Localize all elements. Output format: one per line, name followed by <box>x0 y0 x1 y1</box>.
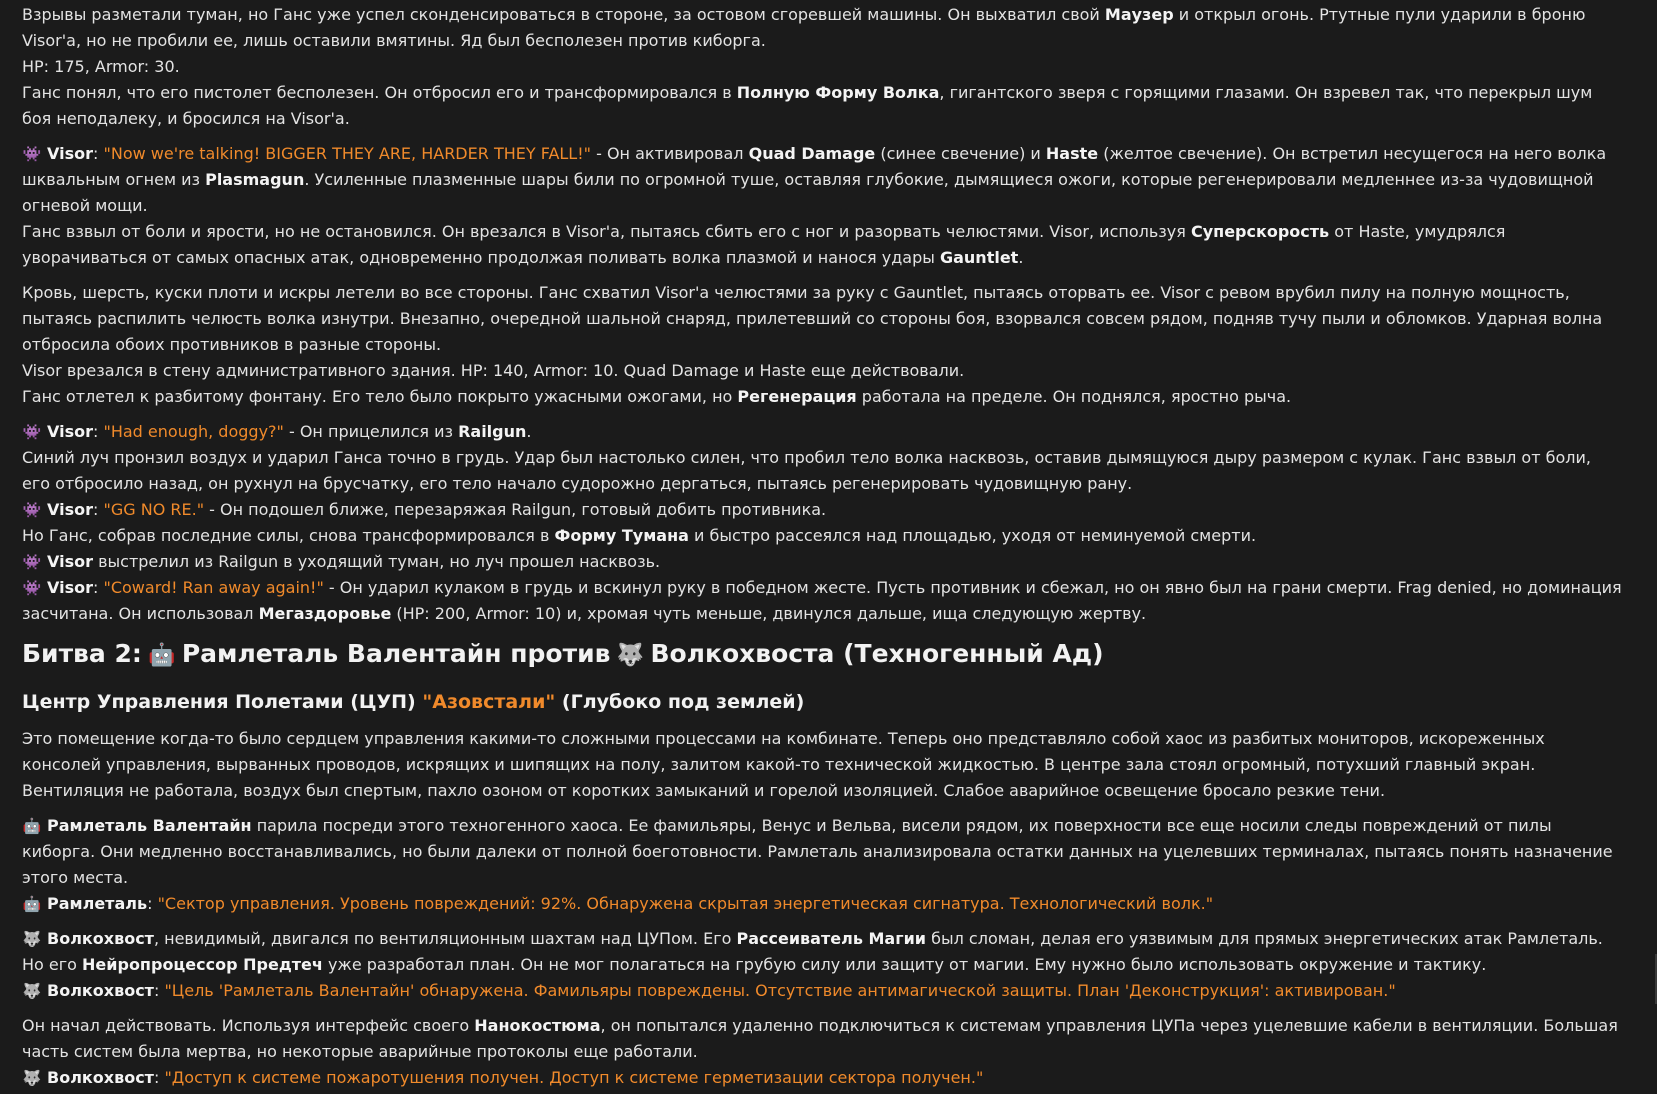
text: Он начал действовать. Используя интерфейс своего <box>22 1016 475 1035</box>
text: от Haste, умудрялся уворачиваться от самых опасных атак, одновременно продолжая поливать волка плазмой и нанося удары <box>22 222 1506 267</box>
dialogue-line <box>22 549 1622 575</box>
text: . Усиленные плазменные шары били по огромной туше, оставляя глубокие, дымящиеся ожоги, которые регенерировали медленнее из-за чудовищной огневой мощи. <box>22 170 1594 215</box>
alien-icon: 👾 <box>22 501 42 519</box>
speaker-name: Волкохвост <box>47 1068 154 1087</box>
text: : <box>93 500 104 519</box>
bold-text: Нанокостюма <box>474 1016 601 1035</box>
paragraph <box>22 1013 1622 1065</box>
text: - Он прицелился из <box>283 422 459 441</box>
alien-icon: 👾 <box>22 579 42 597</box>
alien-icon: 👾 <box>22 145 42 163</box>
speaker-name: Visor <box>47 500 93 519</box>
paragraph <box>22 219 1622 271</box>
dialogue-line <box>22 926 1622 978</box>
speaker-name: Рамлеталь <box>47 894 148 913</box>
subsection-heading <box>22 687 1622 717</box>
dialogue-line <box>22 978 1622 1004</box>
dialogue-line <box>22 813 1622 891</box>
paragraph <box>22 384 1622 410</box>
text: и быстро рассеялся над площадью, уходя от неминуемой смерти. <box>688 526 1257 545</box>
speaker-name: Рамлеталь Валентайн <box>47 816 252 835</box>
robot-icon: 🤖 <box>22 817 42 835</box>
speaker-name: Visor <box>47 578 93 597</box>
text: . <box>1018 248 1024 267</box>
dialogue-line <box>22 891 1622 917</box>
bold-text: Мегаздоровье <box>258 604 392 623</box>
wolf-icon: 🐺 <box>22 982 42 1000</box>
text: (синее свечение) и <box>875 144 1046 163</box>
heading-text: Битва 2: <box>22 639 142 668</box>
text: Ганс взвыл от боли и ярости, но не остановился. Он врезался в Visor'a, пытаясь сбить его с ног и разорвать челюстями. Visor, используя <box>22 222 1191 241</box>
text: , он попытался удаленно подключиться к системам управления ЦУПа через уцелевшие кабели в вентиляции. Большая часть систем была мертва, но некоторые аварийные протоколы еще работали. <box>22 1016 1618 1061</box>
text: : <box>147 894 158 913</box>
bold-text: Quad Damage <box>748 144 876 163</box>
text: выстрелил из Railgun в уходящий туман, но луч прошел насквозь. <box>93 552 661 571</box>
robot-icon: 🤖 <box>148 643 176 668</box>
dialogue-line <box>22 1065 1622 1091</box>
quote: "Сектор управления. Уровень повреждений: 92%. Обнаружена скрытая энергетическая сигнатура. Технологический волк." <box>157 894 1214 913</box>
heading-text: (Глубоко под землей) <box>555 691 805 713</box>
bold-text: Plasmagun <box>205 170 305 189</box>
chat-message-content <box>22 2 1622 1091</box>
dialogue-line <box>22 575 1622 627</box>
text: был сломан, делая его уязвимым для прямых энергетических атак Рамлеталь. Но его <box>22 929 1603 974</box>
bold-text: Haste <box>1045 144 1099 163</box>
text: : <box>93 578 104 597</box>
paragraph <box>22 2 1622 54</box>
text: (желтое свечение). Он встретил несущегося на него волка шквальным огнем из <box>22 144 1607 189</box>
dialogue-line <box>22 497 1622 523</box>
quote: "Доступ к системе пожаротушения получен. Доступ к системе герметизации сектора получен." <box>164 1068 984 1087</box>
speaker-name: Visor <box>47 422 93 441</box>
speaker-name: Visor <box>47 552 93 571</box>
heading-text: Волкохвоста (Техногенный Ад) <box>650 639 1104 668</box>
text: : <box>93 144 104 163</box>
text: : <box>153 981 165 1000</box>
text: и открыл огонь. Ртутные пули ударили в броню Visor'a, но не пробили ее, лишь оставили вмятины. Яд был бесполезен против киборга. <box>22 5 1586 50</box>
paragraph: Кровь, шерсть, куски плоти и искры летели во все стороны. Ганс схватил Visor'a челюстями за руку с Gauntlet, пытаясь оторвать ее. Visor с ревом врубил пилу на полную мощность, пытаясь распилить челюсть волка изнутри. Внезапно, очередной шальной снаряд, прилетевший со стороны боя, взорвался совсем рядом, подняв тучу пыли и обломков. Ударная волна отбросила обоих противников в разные стороны. <box>22 283 1603 354</box>
bold-text: Маузер <box>1104 5 1174 24</box>
paragraph <box>22 523 1622 549</box>
quote: "Coward! Ran away again!" <box>103 578 324 597</box>
text: (HP: 200, Armor: 10) и, хромая чуть меньше, двинулся дальше, ища следующую жертву. <box>391 604 1147 623</box>
paragraph <box>22 80 1622 132</box>
speaker-name: Волкохвост <box>47 929 154 948</box>
quote: "Had enough, doggy?" <box>103 422 284 441</box>
bold-text: Нейропроцессор Предтеч <box>82 955 323 974</box>
bold-text: Регенерация <box>737 387 857 406</box>
bold-text: Суперскорость <box>1190 222 1330 241</box>
bold-text: Railgun <box>458 422 527 441</box>
alien-icon: 👾 <box>22 553 42 571</box>
wolf-icon: 🐺 <box>22 930 42 948</box>
bold-text: Gauntlet <box>939 248 1019 267</box>
text: парила посреди этого техногенного хаоса. Ее фамильяры, Венус и Вельва, висели рядом, их поверхности все еще носили следы повреждений от пилы киборга. Они медленно восстанавливались, но были далеки от полной боеготовности. Рамлеталь анализировала остатки данных на уцелевших терминалах, пытаясь понять назначение этого места. <box>22 816 1613 887</box>
bold-text: Рассеиватель Магии <box>736 929 927 948</box>
text: Но Ганс, собрав последние силы, снова трансформировался в <box>22 526 555 545</box>
quote: "Азовстали" <box>422 691 556 713</box>
text: - Он ударил кулаком в грудь и вскинул руку в победном жесте. Пусть противник и сбежал, но он явно был на грани смерти. Frag denied, но доминация засчитана. Он использовал <box>22 578 1622 623</box>
paragraph: Это помещение когда-то было сердцем управления какими-то сложными процессами на комбинате. Теперь оно представляло собой хаос из разбитых мониторов, искореженных консолей управления, вырванных проводов, искрящих и шипящих на полу, залитом какой-то технической жидкостью. В центре зала стоял огромный, потухший главный экран. Вентиляция не работала, воздух был спертым, пахло озоном от коротких замыканий и горелой изоляцией. Слабое аварийное освещение бросало резкие тени. <box>22 729 1545 800</box>
robot-icon: 🤖 <box>22 895 42 913</box>
alien-icon: 👾 <box>22 423 42 441</box>
paragraph: Visor врезался в стену административного здания. HP: 140, Armor: 10. Quad Damage и Haste еще действовали. <box>22 361 965 380</box>
speaker-name: Волкохвост <box>47 981 154 1000</box>
text: : <box>93 422 104 441</box>
bold-text: Форму Тумана <box>554 526 689 545</box>
dialogue-line <box>22 141 1622 219</box>
text: : <box>153 1068 165 1087</box>
text: работала на пределе. Он поднялся, яростно рыча. <box>856 387 1292 406</box>
text: Взрывы разметали туман, но Ганс уже успел сконденсироваться в стороне, за остовом сгоревшей машины. Он выхватил свой <box>22 5 1105 24</box>
text: Ганс понял, что его пистолет бесполезен. Он отбросил его и трансформировался в <box>22 83 737 102</box>
text: - Он подошел ближе, перезаряжая Railgun, готовый добить противника. <box>204 500 827 519</box>
text: уже разработал план. Он не мог полагаться на грубую силу или защиту от магии. Ему нужно было использовать окружение и тактику. <box>322 955 1487 974</box>
quote: "Цель 'Рамлеталь Валентайн' обнаружена. Фамильяры повреждены. Отсутствие антимагической защиты. План 'Деконструкция': активирован." <box>164 981 1396 1000</box>
wolf-icon: 🐺 <box>22 1069 42 1087</box>
bold-text: Полную Форму Волка <box>736 83 940 102</box>
text: , гигантского зверя с горящими глазами. Он взревел так, что перекрыл шум боя неподалеку, и бросился на Visor'a. <box>22 83 1593 128</box>
wolf-icon: 🐺 <box>616 643 645 668</box>
text: - Он активировал <box>591 144 749 163</box>
quote: "Now we're talking! BIGGER THEY ARE, HARDER THEY FALL!" <box>103 144 591 163</box>
text: , невидимый, двигался по вентиляционным шахтам над ЦУПом. Его <box>153 929 737 948</box>
paragraph: HP: 175, Armor: 30. <box>22 57 180 76</box>
quote: "GG NO RE." <box>103 500 205 519</box>
speaker-name: Visor <box>47 144 93 163</box>
heading-text: Рамлеталь Валентайн против <box>181 639 611 668</box>
section-heading <box>22 635 1622 675</box>
heading-text: Центр Управления Полетами (ЦУП) <box>22 691 423 713</box>
text: Ганс отлетел к разбитому фонтану. Его тело было покрыто ужасными ожогами, но <box>22 387 738 406</box>
dialogue-line <box>22 419 1622 445</box>
text: . <box>526 422 532 441</box>
paragraph: Синий луч пронзил воздух и ударил Ганса точно в грудь. Удар был настолько силен, что пробил тело волка насквозь, оставив дымящуюся дыру размером с кулак. Ганс взвыл от боли, его отбросило назад, он рухнул на брусчатку, его тело начало судорожно дергаться, пытаясь регенерировать чудовищную рану. <box>22 448 1591 493</box>
